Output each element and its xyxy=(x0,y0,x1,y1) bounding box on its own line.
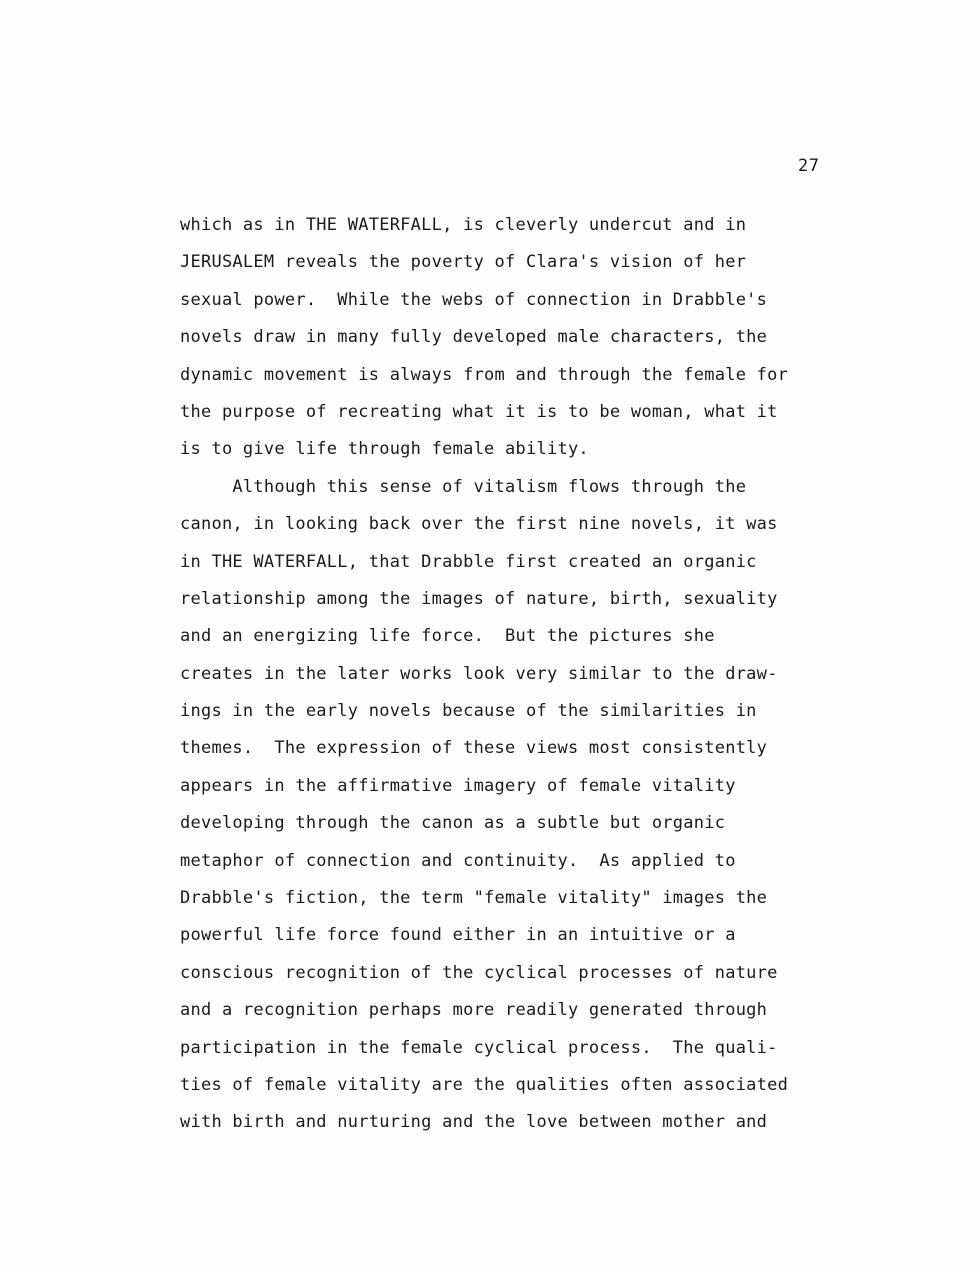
text-line: JERUSALEM reveals the poverty of Clara's vision of her xyxy=(180,252,747,273)
text-line: themes. The expression of these views most consistently xyxy=(180,738,768,759)
text-line: is to give life through female ability. xyxy=(180,439,589,460)
text-line: Drabble's fiction, the term "female vitality" images the xyxy=(180,888,768,909)
text-line: ties of female vitality are the qualities often associated xyxy=(180,1074,789,1095)
paragraph-start-line: Although this sense of vitalism flows through the xyxy=(180,476,747,497)
text-line: and an energizing life force. But the pictures she xyxy=(180,626,715,647)
text-line: sexual power. While the webs of connection in Drabble's xyxy=(180,289,768,310)
text-line: conscious recognition of the cyclical processes of nature xyxy=(180,962,778,983)
text-line: and a recognition perhaps more readily generated through xyxy=(180,1000,768,1021)
text-line: relationship among the images of nature, birth, sexuality xyxy=(180,588,778,609)
text-line: metaphor of connection and continuity. As applied to xyxy=(180,850,736,871)
page-number: 27 xyxy=(798,156,820,176)
text-line: participation in the female cyclical process. The quali- xyxy=(180,1037,778,1058)
text-line: the purpose of recreating what it is to be woman, what it xyxy=(180,401,778,422)
text-line: creates in the later works look very similar to the draw- xyxy=(180,663,778,684)
text-line: novels draw in many fully developed male characters, the xyxy=(180,327,768,348)
text-line: developing through the canon as a subtle but organic xyxy=(180,813,726,834)
text-line: appears in the affirmative imagery of female vitality xyxy=(180,775,736,796)
text-line: powerful life force found either in an intuitive or a xyxy=(180,925,736,946)
text-line: canon, in looking back over the first nine novels, it was xyxy=(180,514,778,535)
text-line: with birth and nurturing and the love between mother and xyxy=(180,1112,768,1133)
body-text xyxy=(180,207,860,1142)
text-line: in THE WATERFALL, that Drabble first created an organic xyxy=(180,551,757,572)
text-line: ings in the early novels because of the similarities in xyxy=(180,701,757,722)
text-line: dynamic movement is always from and through the female for xyxy=(180,364,789,385)
text-line: which as in THE WATERFALL, is cleverly undercut and in xyxy=(180,215,747,235)
